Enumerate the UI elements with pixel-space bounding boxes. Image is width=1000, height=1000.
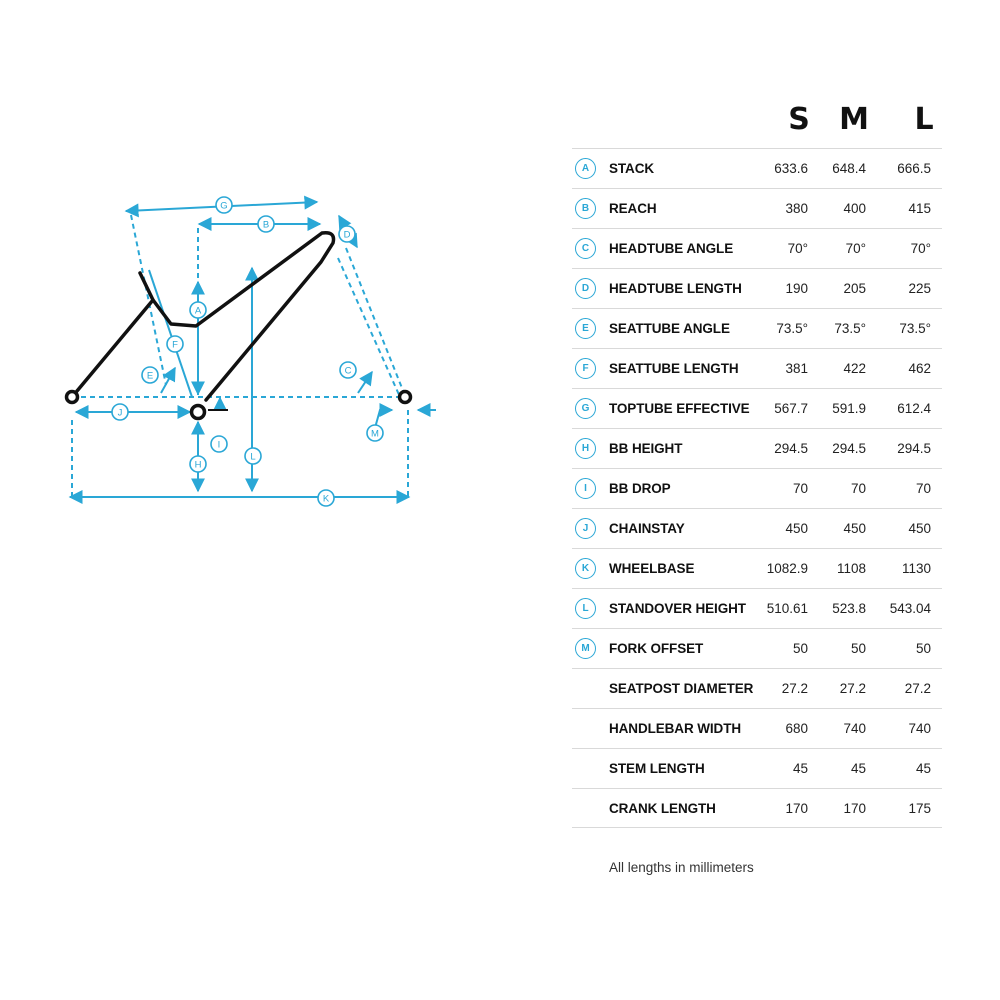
badge-letter: G	[220, 200, 228, 212]
value-size-l: 27.2	[904, 681, 931, 696]
frame-geometry-diagram	[0, 0, 560, 560]
row-letter-badge: J	[575, 518, 596, 539]
table-row	[572, 468, 942, 508]
value-size-m: 70°	[845, 241, 866, 256]
value-size-l: 450	[908, 521, 931, 536]
row-label: STEM LENGTH	[609, 761, 705, 776]
table-row	[572, 188, 942, 228]
row-label: FORK OFFSET	[609, 641, 704, 656]
table-row	[572, 788, 942, 828]
value-size-m: 294.5	[832, 441, 866, 456]
value-size-m: 422	[843, 361, 866, 376]
table-row	[572, 268, 942, 308]
dimension-badge-b	[258, 216, 274, 232]
row-letter-badge: C	[575, 238, 596, 259]
table-row	[572, 308, 942, 348]
table-row	[572, 228, 942, 268]
dimension-badge-i	[211, 436, 227, 452]
table-row	[572, 148, 942, 188]
value-size-s: 450	[785, 521, 808, 536]
value-size-l: 45	[915, 761, 931, 776]
value-size-s: 381	[785, 361, 808, 376]
row-label: BB HEIGHT	[609, 441, 683, 456]
row-label: STACK	[609, 161, 654, 176]
value-size-l: 666.5	[897, 161, 931, 176]
value-size-s: 294.5	[774, 441, 808, 456]
value-size-l: 73.5°	[899, 321, 931, 336]
value-size-m: 1108	[836, 561, 866, 576]
row-letter-badge: I	[575, 478, 596, 499]
value-size-m: 73.5°	[834, 321, 866, 336]
value-size-m: 591.9	[832, 401, 866, 416]
badge-letter: L	[250, 451, 256, 463]
value-size-l: 50	[915, 641, 931, 656]
dimension-badge-k	[318, 490, 334, 506]
value-size-l: 70	[915, 481, 931, 496]
value-size-m: 400	[843, 201, 866, 216]
table-row	[572, 668, 942, 708]
badge-letter: C	[344, 365, 352, 377]
badge-letter: F	[172, 339, 178, 351]
badge-letter: B	[262, 219, 270, 231]
row-letter-badge: B	[575, 198, 596, 219]
value-size-s: 45	[792, 761, 808, 776]
table-row	[572, 548, 942, 588]
row-label: SEATTUBE ANGLE	[609, 321, 730, 336]
row-letter-badge: F	[575, 358, 596, 379]
row-letter-badge: H	[575, 438, 596, 459]
value-size-s: 70	[792, 481, 808, 496]
value-size-l: 462	[908, 361, 931, 376]
row-letter-badge: M	[575, 638, 596, 659]
row-letter-badge: D	[575, 278, 596, 299]
value-size-s: 70°	[787, 241, 808, 256]
dimension-badge-l	[245, 448, 261, 464]
badge-letter: H	[194, 459, 202, 471]
value-size-s: 680	[785, 721, 808, 736]
badge-letter: D	[343, 229, 351, 241]
value-size-l: 175	[908, 801, 931, 816]
badge-letter: K	[322, 493, 330, 505]
row-letter-badge: A	[575, 158, 596, 179]
value-size-l: 225	[908, 281, 931, 296]
value-size-m: 70	[850, 481, 866, 496]
dimension-badge-f	[167, 336, 183, 352]
badge-letter: E	[146, 370, 154, 382]
row-label: STANDOVER HEIGHT	[609, 601, 746, 616]
value-size-m: 205	[843, 281, 866, 296]
row-letter-badge: E	[575, 318, 596, 339]
badge-letter: M	[371, 428, 379, 440]
row-label: WHEELBASE	[609, 561, 695, 576]
value-size-s: 1082.9	[766, 561, 808, 576]
reference-lines	[72, 215, 408, 497]
size-header-s: S	[788, 102, 810, 137]
value-size-m: 45	[850, 761, 866, 776]
row-label: BB DROP	[609, 481, 671, 496]
row-label: CRANK LENGTH	[609, 801, 716, 816]
table-row	[572, 508, 942, 548]
value-size-m: 450	[843, 521, 866, 536]
row-letter-badge: K	[575, 558, 596, 579]
value-size-s: 633.6	[774, 161, 808, 176]
value-size-s: 170	[785, 801, 808, 816]
units-note: All lengths in millimeters	[609, 860, 754, 875]
value-size-s: 567.7	[774, 401, 808, 416]
value-size-m: 50	[850, 641, 866, 656]
value-size-l: 612.4	[897, 401, 931, 416]
table-row	[572, 748, 942, 788]
value-size-m: 27.2	[839, 681, 866, 696]
table-row	[572, 588, 942, 628]
value-size-l: 1130	[901, 561, 931, 576]
row-letter-badge: G	[575, 398, 596, 419]
row-label: REACH	[609, 201, 657, 216]
size-header-l: L	[914, 102, 934, 137]
badge-letter: I	[217, 439, 221, 451]
dimension-badge-a	[190, 302, 206, 318]
row-label: HEADTUBE ANGLE	[609, 241, 734, 256]
table-row	[572, 348, 942, 388]
table-row	[572, 628, 942, 668]
row-label: CHAINSTAY	[609, 521, 685, 536]
value-size-l: 70°	[910, 241, 931, 256]
table-row	[572, 428, 942, 468]
value-size-l: 294.5	[897, 441, 931, 456]
geometry-table	[572, 148, 942, 828]
value-size-s: 380	[785, 201, 808, 216]
front-axle	[400, 392, 411, 403]
value-size-l: 415	[908, 201, 931, 216]
value-size-l: 740	[908, 721, 931, 736]
value-size-m: 648.4	[832, 161, 866, 176]
value-size-s: 27.2	[781, 681, 808, 696]
row-label: TOPTUBE EFFECTIVE	[609, 401, 750, 416]
dimension-badge-e	[142, 367, 158, 383]
dimension-badge-j	[112, 404, 128, 420]
table-row	[572, 708, 942, 748]
value-size-m: 523.8	[832, 601, 866, 616]
dimension-badge-d	[339, 226, 355, 242]
dimension-badge-m	[367, 425, 383, 441]
dimension-badge-c	[340, 362, 356, 378]
rear-axle	[67, 392, 78, 403]
row-label: SEATPOST DIAMETER	[609, 681, 754, 696]
bottom-bracket	[192, 406, 205, 419]
value-size-s: 190	[785, 281, 808, 296]
size-header-m: M	[839, 102, 869, 137]
row-letter-badge: L	[575, 598, 596, 619]
row-label: HEADTUBE LENGTH	[609, 281, 742, 296]
table-row	[572, 388, 942, 428]
row-label: HANDLEBAR WIDTH	[609, 721, 741, 736]
value-size-s: 510.61	[766, 601, 808, 616]
badge-letter: J	[117, 407, 123, 419]
dimension-badge-g	[216, 197, 232, 213]
badge-letter: A	[194, 305, 202, 317]
row-label: SEATTUBE LENGTH	[609, 361, 739, 376]
value-size-s: 50	[792, 641, 808, 656]
value-size-s: 73.5°	[776, 321, 808, 336]
value-size-l: 543.04	[889, 601, 931, 616]
value-size-m: 170	[843, 801, 866, 816]
value-size-m: 740	[843, 721, 866, 736]
dimension-badge-h	[190, 456, 206, 472]
